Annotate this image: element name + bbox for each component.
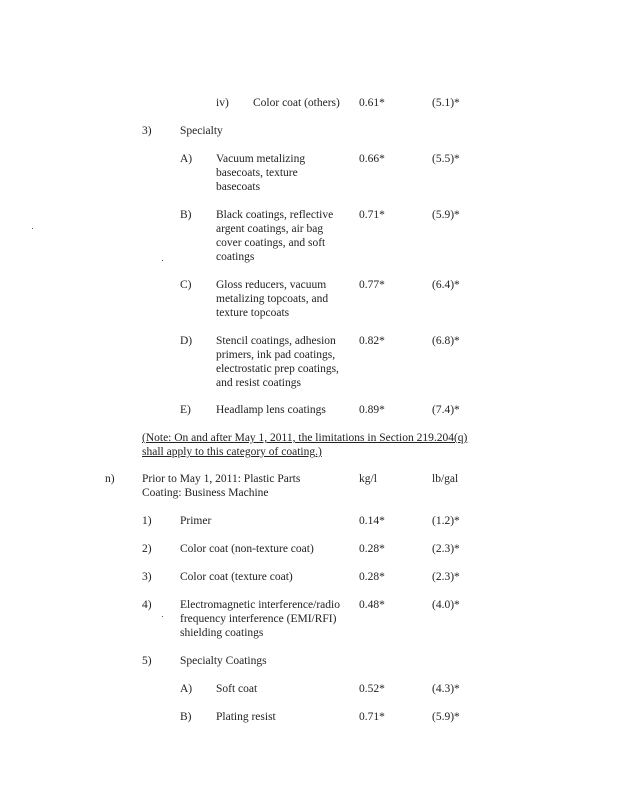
item-label: Vacuum metalizing basecoats, texture basecoats — [216, 153, 306, 193]
item-number: 5) — [142, 655, 152, 667]
item-number: 1) — [142, 515, 152, 527]
limit-kgl: 0.66* — [359, 153, 385, 165]
item-number: iv) — [216, 97, 229, 109]
item-number: 4) — [142, 599, 152, 611]
scan-speck — [162, 616, 163, 617]
item-number: 3) — [142, 571, 152, 583]
item-label: Specialty — [180, 125, 223, 137]
limit-lbgal: (6.4)* — [432, 279, 460, 291]
limit-kgl: 0.28* — [359, 571, 385, 583]
limit-kgl: 0.28* — [359, 543, 385, 555]
limit-lbgal: (2.3)* — [432, 543, 460, 555]
item-number: B) — [180, 209, 192, 221]
item-label: Black coatings, reflective argent coatings, air bag cover coatings, and soft coatings — [216, 209, 334, 263]
item-label: Color coat (texture coat) — [180, 571, 293, 583]
item-number: A) — [180, 683, 193, 695]
limit-kgl: 0.71* — [359, 711, 385, 723]
item-number: E) — [180, 404, 191, 416]
limit-lbgal: (1.2)* — [432, 515, 460, 527]
limit-lbgal: (5.1)* — [432, 97, 460, 109]
column-header-lbgal: lb/gal — [432, 473, 459, 485]
item-label: Headlamp lens coatings — [216, 404, 326, 416]
item-number: A) — [180, 153, 193, 165]
item-label: Plating resist — [216, 711, 276, 723]
section-title: Prior to May 1, 2011: Plastic Parts Coating: Business Machine — [142, 473, 301, 499]
column-header-kgl: kg/l — [359, 473, 377, 485]
limit-kgl: 0.48* — [359, 599, 385, 611]
item-number: 3) — [142, 125, 152, 137]
limit-lbgal: (4.0)* — [432, 599, 460, 611]
item-label: Soft coat — [216, 683, 258, 695]
limit-lbgal: (5.9)* — [432, 711, 460, 723]
limit-lbgal: (5.9)* — [432, 209, 460, 221]
limit-lbgal: (2.3)* — [432, 571, 460, 583]
limit-lbgal: (4.3)* — [432, 683, 460, 695]
note: (Note: On and after May 1, 2011, the limitations in Section 219.204(q) shall apply to this category of coating.) — [142, 432, 468, 458]
limit-kgl: 0.89* — [359, 404, 385, 416]
limit-kgl: 0.71* — [359, 209, 385, 221]
item-number: C) — [180, 279, 192, 291]
limit-kgl: 0.61* — [359, 97, 385, 109]
item-label: Specialty Coatings — [180, 655, 267, 667]
scan-speck — [162, 260, 163, 261]
limit-kgl: 0.14* — [359, 515, 385, 527]
item-label: Stencil coatings, adhesion primers, ink pad coatings, electrostatic prep coatings, and resist coatings — [216, 335, 339, 389]
section-letter: n) — [105, 473, 115, 485]
limit-lbgal: (5.5)* — [432, 153, 460, 165]
limit-kgl: 0.77* — [359, 279, 385, 291]
scan-speck — [32, 228, 33, 229]
limit-lbgal: (6.8)* — [432, 335, 460, 347]
item-label: Color coat (non-texture coat) — [180, 543, 314, 555]
limit-kgl: 0.52* — [359, 683, 385, 695]
item-number: B) — [180, 711, 192, 723]
item-label: Electromagnetic interference/radio frequency interference (EMI/RFI) shielding coatings — [180, 599, 340, 639]
limit-lbgal: (7.4)* — [432, 404, 460, 416]
item-label: Primer — [180, 515, 212, 527]
item-number: D) — [180, 335, 193, 347]
item-number: 2) — [142, 543, 152, 555]
item-label: Color coat (others) — [253, 97, 340, 109]
limit-kgl: 0.82* — [359, 335, 385, 347]
item-label: Gloss reducers, vacuum metalizing topcoats, and texture topcoats — [216, 279, 329, 319]
